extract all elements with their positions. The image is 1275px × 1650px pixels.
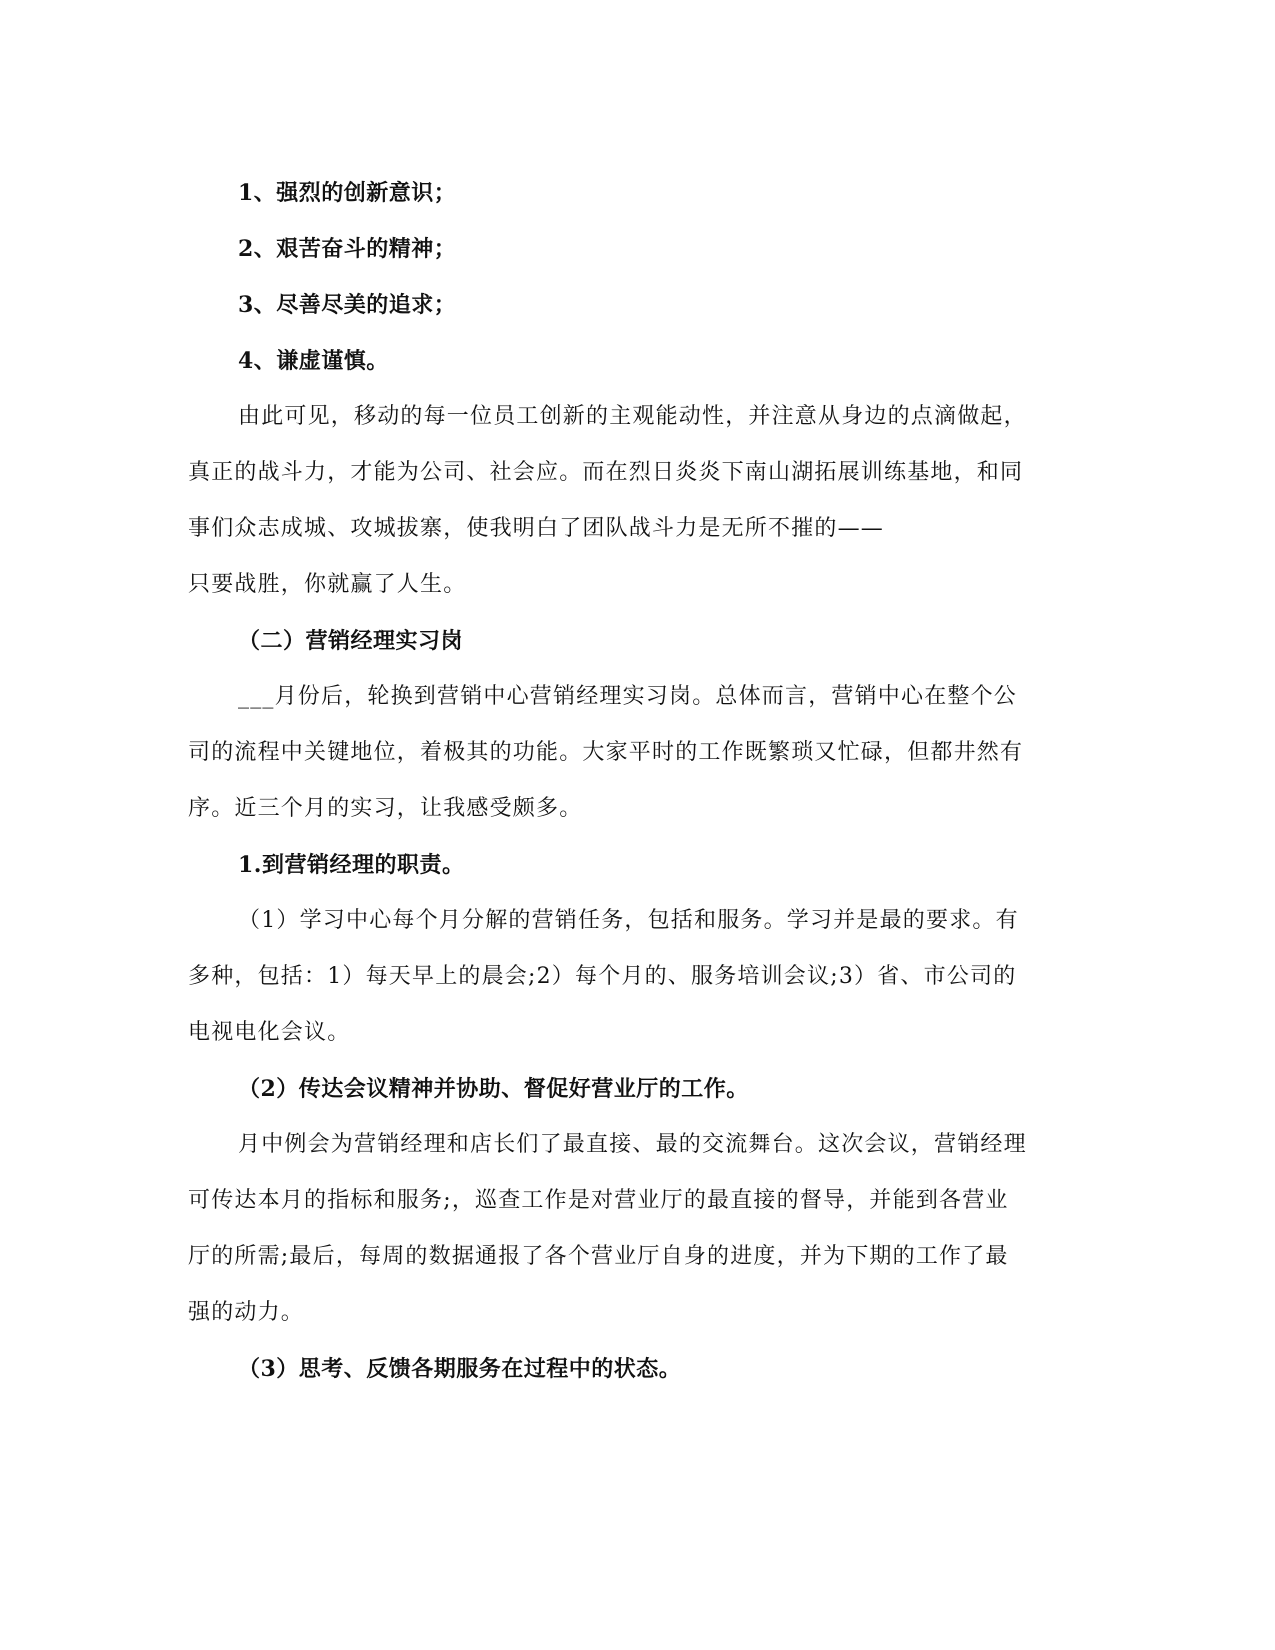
subheading-1: 1.到营销经理的职责。 [238,852,465,878]
list-item-1: 1、强烈的创新意识； [238,180,457,206]
paragraph-4-line-4: 强的动力。 [188,1300,305,1325]
list-item-2: 2、艰苦奋斗的精神； [238,236,457,262]
paragraph-1-line-1: 由此可见，移动的每一位员工创新的主观能动性，并注意从身边的点滴做起， [238,404,1027,429]
section-heading: （二）营销经理实习岗 [238,628,464,654]
list-item-4: 4、谦虚谨慎。 [238,348,389,374]
paragraph-4-line-3: 厅的所需;最后，每周的数据通报了各个营业厅自身的进度，并为下期的工作了最 [188,1244,1009,1269]
paragraph-2-line-2: 司的流程中关键地位，着极其的功能。大家平时的工作既繁琐又忙碌，但都井然有 [188,740,1024,765]
paragraph-1-line-3: 事们众志成城、攻城拔寨，使我明白了团队战斗力是无所不摧的—— [188,516,885,541]
subheading-3: （3）思考、反馈各期服务在过程中的状态。 [238,1356,682,1382]
paragraph-4-line-2: 可传达本月的指标和服务;，巡查工作是对营业厅的最直接的督导，并能到各营业 [188,1188,1009,1213]
list-item-3: 3、尽善尽美的追求； [238,292,457,318]
paragraph-1-line-4: 只要战胜，你就赢了人生。 [188,572,467,597]
paragraph-2-line-3: 序。近三个月的实习，让我感受颇多。 [188,796,583,821]
paragraph-2-line-1: ___月份后，轮换到营销中心营销经理实习岗。总体而言，营销中心在整个公 [238,684,1018,709]
paragraph-4-line-1: 月中例会为营销经理和店长们了最直接、最的交流舞台。这次会议，营销经理 [238,1132,1027,1157]
paragraph-1-line-2: 真正的战斗力，才能为公司、社会应。而在烈日炎炎下南山湖拓展训练基地，和同 [188,460,1024,485]
paragraph-3-line-1: （1）学习中心每个月分解的营销任务，包括和服务。学习并是最的要求。有 [238,908,1019,933]
paragraph-3-line-2: 多种，包括：1）每天早上的晨会;2）每个月的、服务培训会议;3）省、市公司的 [188,964,1017,989]
subheading-2: （2）传达会议精神并协助、督促好营业厅的工作。 [238,1076,749,1102]
paragraph-3-line-3: 电视电化会议。 [188,1020,351,1045]
